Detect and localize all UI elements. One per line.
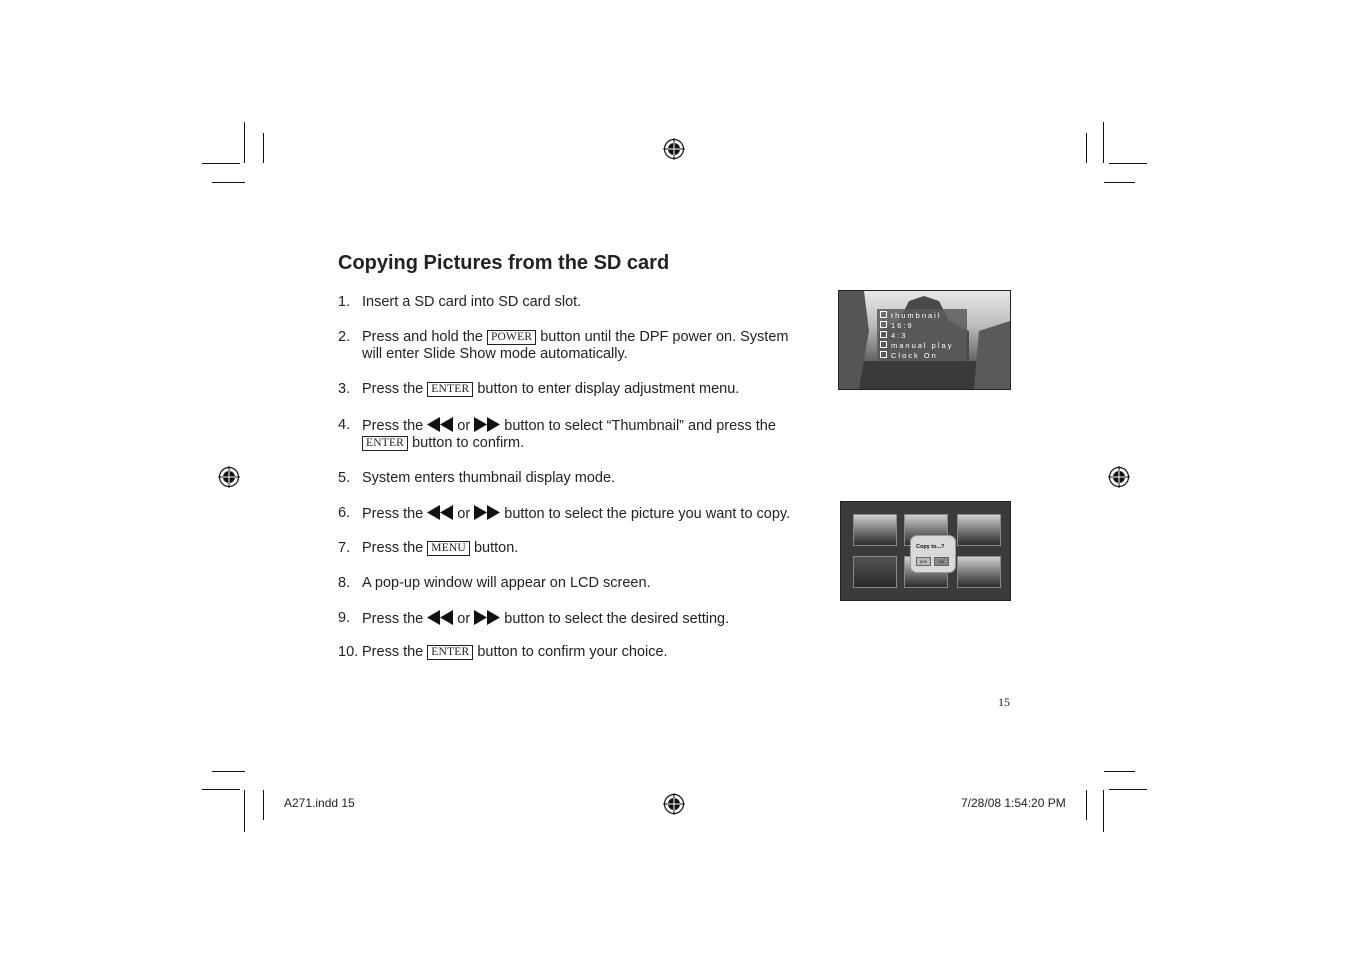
registration-mark-icon: [663, 793, 685, 815]
crop-mark: [244, 122, 245, 163]
rewind-icon: [427, 417, 453, 432]
enter-key-label: ENTER: [362, 436, 408, 451]
step-text: Press the MENU button.: [362, 540, 519, 556]
step-text: Press the or button to select “Thumbnail” and press the ENTER button to confirm.: [362, 418, 776, 451]
thumbnail[interactable]: [853, 514, 897, 546]
crop-mark: [1086, 133, 1087, 163]
popup-text: Copy to...?: [916, 544, 945, 550]
enter-key-label: ENTER: [427, 645, 473, 660]
display-menu-screenshot: [838, 290, 1011, 390]
crop-mark: [202, 789, 240, 790]
crop-mark: [202, 163, 240, 164]
crop-mark: [212, 771, 245, 772]
registration-mark-icon: [218, 466, 240, 488]
crop-mark: [244, 790, 245, 832]
thumbnail[interactable]: [957, 556, 1001, 588]
step-number: 4.: [338, 417, 351, 433]
osd-item[interactable]: manual play: [880, 341, 953, 350]
crop-mark: [1086, 790, 1087, 820]
thumbnail[interactable]: [957, 514, 1001, 546]
fast-forward-icon: [474, 610, 500, 625]
osd-item[interactable]: Clock On: [880, 351, 938, 360]
step-text: Insert a SD card into SD card slot.: [362, 294, 582, 310]
step-text: System enters thumbnail display mode.: [362, 470, 616, 486]
registration-mark-icon: [1108, 466, 1130, 488]
step-text: Press the ENTER button to confirm your choice.: [362, 644, 668, 660]
crop-mark: [1103, 122, 1104, 163]
fast-forward-icon: [474, 505, 500, 520]
crop-mark: [212, 182, 245, 183]
step-number: 3.: [338, 381, 351, 397]
crop-mark: [1109, 789, 1147, 790]
step-text: Press the ENTER button to enter display adjustment menu.: [362, 381, 740, 397]
crop-mark: [263, 133, 264, 163]
copy-popup: [910, 535, 956, 573]
page-title: Copying Pictures from the SD card: [338, 252, 670, 274]
crop-mark: [263, 790, 264, 820]
step-number: 9.: [338, 610, 351, 626]
step-number: 2.: [338, 329, 351, 345]
yes-button[interactable]: yes: [916, 557, 931, 566]
step-number: 8.: [338, 575, 351, 591]
step-text: Press the or button to select the desired setting.: [362, 611, 730, 627]
crop-mark: [1103, 790, 1104, 832]
footer-file: A271.indd 15: [284, 796, 355, 810]
footer-timestamp: 7/28/08 1:54:20 PM: [961, 796, 1066, 810]
step-text: Press the or button to select the picture you want to copy.: [362, 506, 791, 522]
power-key-label: POWER: [487, 330, 536, 345]
crop-mark: [1104, 182, 1135, 183]
step-text: A pop-up window will appear on LCD screen.: [362, 575, 651, 591]
fast-forward-icon: [474, 417, 500, 432]
step-text: Press and hold the POWER button until the DPF power on. System will enter Slide Show mode automatically.: [362, 329, 789, 362]
step-number: 1.: [338, 294, 351, 310]
step-number: 7.: [338, 540, 351, 556]
step-number: 6.: [338, 505, 351, 521]
crop-mark: [1109, 163, 1147, 164]
rewind-icon: [427, 610, 453, 625]
osd-item[interactable]: 16:9: [880, 321, 914, 330]
osd-item[interactable]: thumbnail: [880, 311, 942, 320]
osd-menu: [877, 309, 967, 361]
thumbnail-screenshot: [840, 501, 1011, 601]
no-button[interactable]: no: [934, 557, 949, 566]
step-number: 5.: [338, 470, 351, 486]
menu-key-label: MENU: [427, 541, 470, 556]
thumbnail[interactable]: [853, 556, 897, 588]
osd-item[interactable]: 4:3: [880, 331, 907, 340]
crop-mark: [1104, 771, 1135, 772]
enter-key-label: ENTER: [427, 382, 473, 397]
registration-mark-icon: [663, 138, 685, 160]
step-number: 10.: [338, 644, 359, 660]
rewind-icon: [427, 505, 453, 520]
page-number: 15: [998, 695, 1010, 709]
